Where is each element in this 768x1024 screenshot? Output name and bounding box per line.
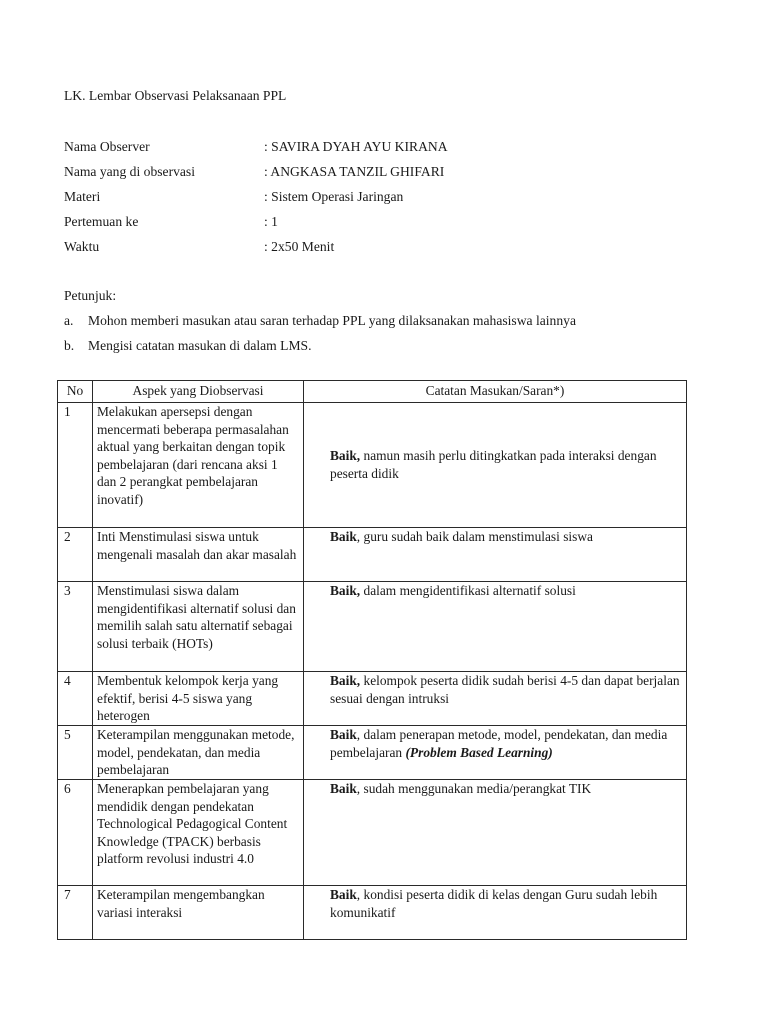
info-value: : SAVIRA DYAH AYU KIRANA bbox=[264, 139, 448, 154]
row-catatan bbox=[304, 528, 687, 582]
catatan-rating: Baik bbox=[330, 887, 357, 902]
row-catatan bbox=[304, 672, 687, 726]
catatan-text: , kondisi peserta didik di kelas dengan Guru sudah lebih komunikatif bbox=[330, 887, 658, 920]
catatan-rating: Baik, bbox=[330, 448, 361, 464]
row-aspek: Melakukan apersepsi dengan mencermati beberapa permasalahan aktual yang berkaitan dengan topik pembelajaran (dari rencana aksi 1 dan 2 perangkat pembelajaran inovatif) bbox=[93, 403, 304, 528]
instruction-marker: b. bbox=[64, 338, 75, 353]
row-number: 5 bbox=[58, 726, 93, 780]
catatan-rating: Baik bbox=[330, 781, 357, 796]
catatan-emphasis: (Problem Based Learning) bbox=[405, 744, 553, 760]
catatan-text: namun masih perlu ditingkatkan pada interaksi dengan peserta didik bbox=[330, 448, 657, 481]
row-number: 3 bbox=[58, 582, 93, 672]
catatan-rating: Baik, bbox=[330, 673, 361, 688]
instruction-text: Mohon memberi masukan atau saran terhadap PPL yang dilaksanakan mahasiswa lainnya bbox=[88, 313, 576, 328]
info-value: : ANGKASA TANZIL GHIFARI bbox=[264, 164, 445, 179]
catatan-text: dalam mengidentifikasi alternatif solusi bbox=[360, 583, 576, 598]
catatan-rating: Baik, bbox=[330, 583, 361, 598]
row-aspek: Keterampilan mengembangkan variasi interaksi bbox=[93, 886, 304, 940]
row-catatan bbox=[304, 582, 687, 672]
table-row bbox=[58, 780, 687, 886]
info-row-materi bbox=[64, 187, 448, 212]
info-label: Pertemuan ke bbox=[64, 214, 139, 229]
row-aspek: Inti Menstimulasi siswa untuk mengenali masalah dan akar masalah bbox=[93, 528, 304, 582]
instruction-item bbox=[64, 313, 704, 329]
observation-info bbox=[64, 137, 448, 262]
row-number: 7 bbox=[58, 886, 93, 940]
table-row bbox=[58, 726, 687, 780]
catatan-rating: Baik bbox=[330, 727, 357, 742]
info-value: : 2x50 Menit bbox=[264, 239, 335, 254]
table-row bbox=[58, 672, 687, 726]
info-value: : Sistem Operasi Jaringan bbox=[264, 189, 404, 204]
instruction-text: Mengisi catatan masukan di dalam LMS. bbox=[88, 338, 312, 353]
row-aspek: Keterampilan menggunakan metode, model, pendekatan, dan media pembelajaran bbox=[93, 726, 304, 780]
row-aspek: Membentuk kelompok kerja yang efektif, berisi 4-5 siswa yang heterogen bbox=[93, 672, 304, 726]
info-row-waktu bbox=[64, 237, 448, 262]
table-row bbox=[58, 403, 687, 528]
info-label: Waktu bbox=[64, 239, 100, 254]
observation-table bbox=[57, 380, 687, 940]
info-label: Materi bbox=[64, 189, 101, 204]
table-header-row bbox=[58, 381, 687, 403]
row-catatan bbox=[304, 403, 687, 528]
info-row-observer bbox=[64, 137, 448, 162]
row-aspek: Menstimulasi siswa dalam mengidentifikasi alternatif solusi dan memilih salah satu alternatif sebagai solusi terbaik (HOTs) bbox=[93, 582, 304, 672]
info-row-pertemuan bbox=[64, 212, 448, 237]
column-header-no: No bbox=[58, 381, 93, 403]
catatan-text: kelompok peserta didik sudah berisi 4-5 dan dapat berjalan sesuai dengan intruksi bbox=[330, 673, 680, 706]
info-label: Nama Observer bbox=[64, 139, 150, 154]
row-number: 6 bbox=[58, 780, 93, 886]
row-number: 1 bbox=[58, 403, 93, 528]
catatan-text: , dalam penerapan metode, model, pendekatan, dan media pembelajaran bbox=[330, 727, 668, 760]
column-header-aspek: Aspek yang Diobservasi bbox=[93, 381, 304, 403]
row-number: 2 bbox=[58, 528, 93, 582]
instruction-item bbox=[64, 338, 704, 354]
info-row-observed bbox=[64, 162, 448, 187]
row-catatan bbox=[304, 726, 687, 780]
row-catatan bbox=[304, 780, 687, 886]
catatan-text: , sudah menggunakan media/perangkat TIK bbox=[356, 781, 592, 796]
table-row bbox=[58, 528, 687, 582]
table-row bbox=[58, 582, 687, 672]
table-row bbox=[58, 886, 687, 940]
petunjuk-heading: Petunjuk: bbox=[64, 288, 117, 303]
instruction-marker: a. bbox=[64, 313, 74, 328]
row-number: 4 bbox=[58, 672, 93, 726]
info-value: : 1 bbox=[264, 214, 278, 229]
row-catatan bbox=[304, 886, 687, 940]
catatan-rating: Baik bbox=[330, 529, 357, 544]
column-header-catatan: Catatan Masukan/Saran*) bbox=[304, 381, 687, 403]
document-title: LK. Lembar Observasi Pelaksanaan PPL bbox=[64, 88, 287, 103]
catatan-text: , guru sudah baik dalam menstimulasi siswa bbox=[356, 529, 593, 544]
info-label: Nama yang di observasi bbox=[64, 164, 195, 179]
row-aspek: Menerapkan pembelajaran yang mendidik dengan pendekatan Technological Pedagogical Content Knowledge (TPACK) berbasis platform revolusi industri 4.0 bbox=[93, 780, 304, 886]
